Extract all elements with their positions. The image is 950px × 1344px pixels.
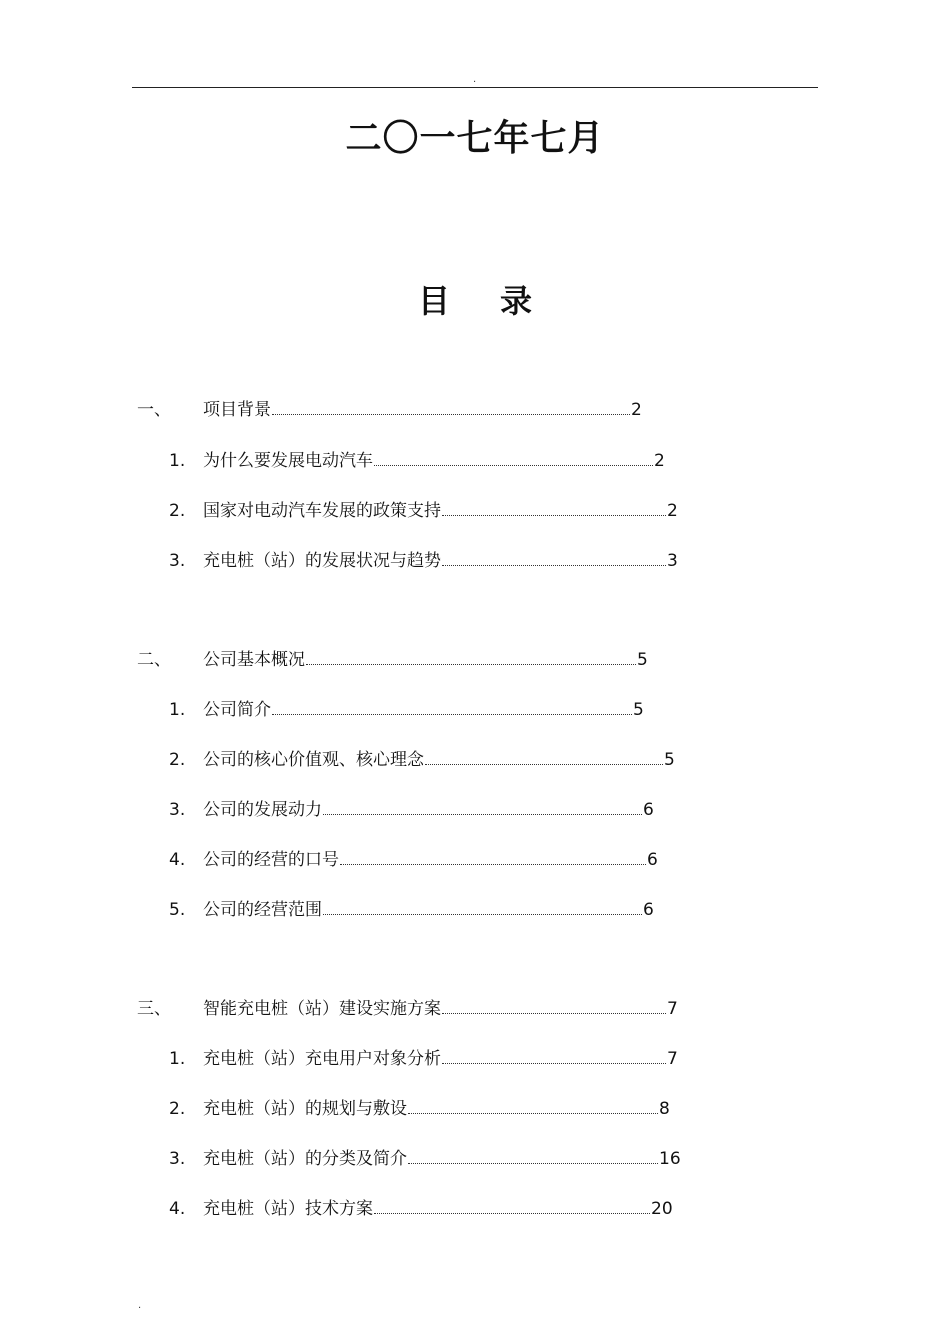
toc-page-number: 2 — [667, 501, 678, 521]
toc-item-number: 2. — [169, 501, 186, 521]
toc-page-number: 6 — [647, 850, 658, 870]
toc-item-title: 充电桩（站）技术方案 — [203, 1199, 373, 1219]
toc-page-number: 7 — [667, 999, 678, 1019]
footer-mark: . — [138, 1300, 142, 1311]
toc-section-number: 二、 — [137, 650, 171, 670]
toc-page-number: 6 — [643, 900, 654, 920]
toc-page-number: 7 — [667, 1049, 678, 1069]
toc-item-title: 公司的经营范围 — [203, 900, 322, 920]
toc-item-number: 3. — [169, 551, 186, 571]
toc-item-title: 公司的发展动力 — [203, 800, 322, 820]
toc-item-title: 充电桩（站）的规划与敷设 — [203, 1099, 407, 1119]
toc-page-number: 5 — [664, 750, 675, 770]
toc-item-number: 1. — [169, 1049, 186, 1069]
leader-dots — [272, 713, 632, 715]
toc-item-title: 公司的经营的口号 — [203, 850, 339, 870]
toc-item-number: 4. — [169, 850, 186, 870]
toc-item-number: 3. — [169, 800, 186, 820]
toc-item-title: 公司的核心价值观、核心理念 — [203, 750, 424, 770]
toc-item-title: 国家对电动汽车发展的政策支持 — [203, 501, 441, 521]
toc-item-number: 3. — [169, 1149, 186, 1169]
leader-dots — [323, 913, 642, 915]
toc-item-number: 4. — [169, 1199, 186, 1219]
toc-item-title: 充电桩（站）的发展状况与趋势 — [203, 551, 441, 571]
toc-section-title: 智能充电桩（站）建设实施方案 — [203, 999, 441, 1019]
toc-page-number: 16 — [659, 1149, 681, 1169]
toc-item-number: 2. — [169, 750, 186, 770]
leader-dots — [408, 1112, 658, 1114]
toc-item-title: 为什么要发展电动汽车 — [203, 451, 373, 471]
toc-section-title: 公司基本概况 — [203, 650, 305, 670]
toc-section-number: 一、 — [137, 400, 171, 420]
toc-page-number: 3 — [667, 551, 678, 571]
leader-dots — [323, 813, 642, 815]
toc-page-number: 2 — [654, 451, 665, 471]
toc-item-number: 1. — [169, 451, 186, 471]
toc-page-number: 20 — [651, 1199, 673, 1219]
toc-item-number: 1. — [169, 700, 186, 720]
leader-dots — [425, 763, 663, 765]
leader-dots — [442, 514, 666, 516]
leader-dots — [374, 1212, 650, 1214]
leader-dots — [340, 863, 646, 865]
toc-heading: 目录 — [417, 282, 582, 320]
leader-dots — [442, 1012, 666, 1014]
leader-dots — [374, 464, 653, 466]
toc-page-number: 5 — [637, 650, 648, 670]
leader-dots — [272, 413, 630, 415]
toc-item-title: 充电桩（站）的分类及简介 — [203, 1149, 407, 1169]
toc-item-number: 5. — [169, 900, 186, 920]
header-rule — [132, 87, 818, 88]
toc-page-number: 6 — [643, 800, 654, 820]
toc-section-number: 三、 — [137, 999, 171, 1019]
leader-dots — [408, 1162, 658, 1164]
toc-section-title: 项目背景 — [203, 400, 271, 420]
leader-dots — [442, 564, 666, 566]
toc-item-number: 2. — [169, 1099, 186, 1119]
leader-dots — [442, 1062, 666, 1064]
toc-page-number: 8 — [659, 1099, 670, 1119]
toc-page-number: 2 — [631, 400, 642, 420]
toc-item-title: 充电桩（站）充电用户对象分析 — [203, 1049, 441, 1069]
document-date-title: 二〇一七年七月 — [345, 118, 605, 159]
header-mark: . — [473, 74, 477, 85]
leader-dots — [306, 663, 636, 665]
toc-page-number: 5 — [633, 700, 644, 720]
toc-item-title: 公司简介 — [203, 700, 271, 720]
